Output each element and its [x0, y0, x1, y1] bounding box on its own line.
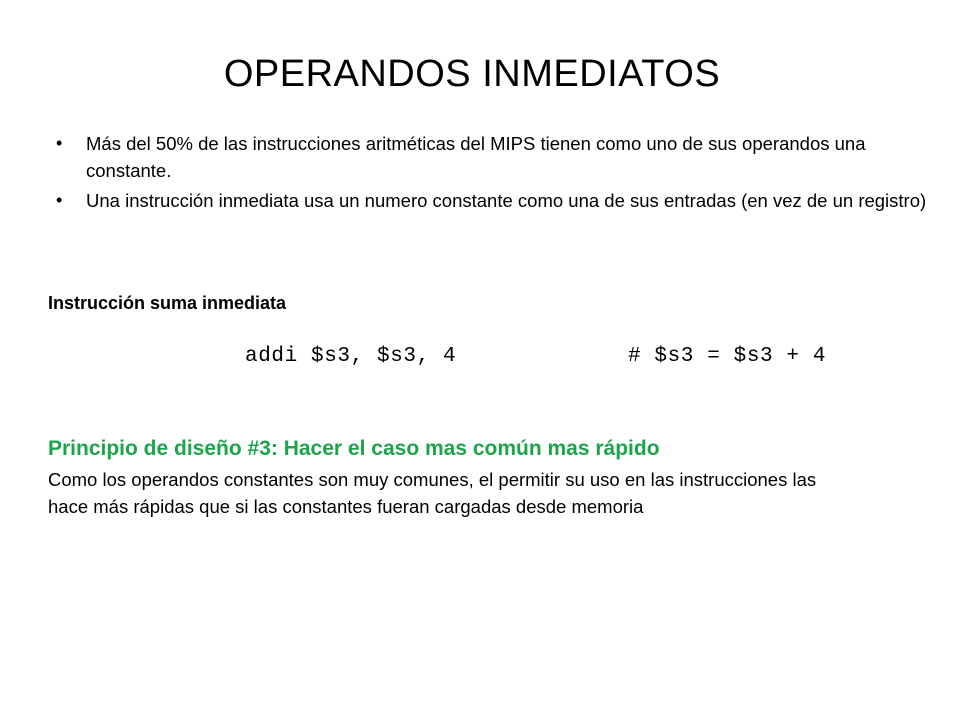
bullet-marker: •: [56, 190, 63, 210]
bullet-item: [56, 187, 936, 214]
bullet-marker: •: [56, 133, 63, 153]
bullet-text: Una instrucción inmediata usa un numero constante como una de sus entradas (en vez de un registro): [86, 190, 927, 211]
code-comment: # $s3 = $s3 + 4: [628, 345, 827, 368]
bullet-list: [56, 130, 936, 217]
principle-body: Como los operandos constantes son muy comunes, el permitir su uso en las instrucciones las hace más rápidas que si las constantes fueran cargadas desde memoria: [48, 469, 817, 517]
principle-title: Principio de diseño #3: Hacer el caso mas común mas rápido: [48, 437, 660, 460]
subheading: Instrucción suma inmediata: [48, 293, 287, 313]
bullet-text: Más del 50% de las instrucciones aritméticas del MIPS tienen como uno de sus operandos una constante.: [86, 133, 866, 181]
code-instruction: addi $s3, $s3, 4: [245, 345, 457, 368]
code-example: [0, 342, 960, 372]
slide-title: OPERANDOS INMEDIATOS: [223, 53, 721, 95]
bullet-item: [56, 130, 936, 184]
